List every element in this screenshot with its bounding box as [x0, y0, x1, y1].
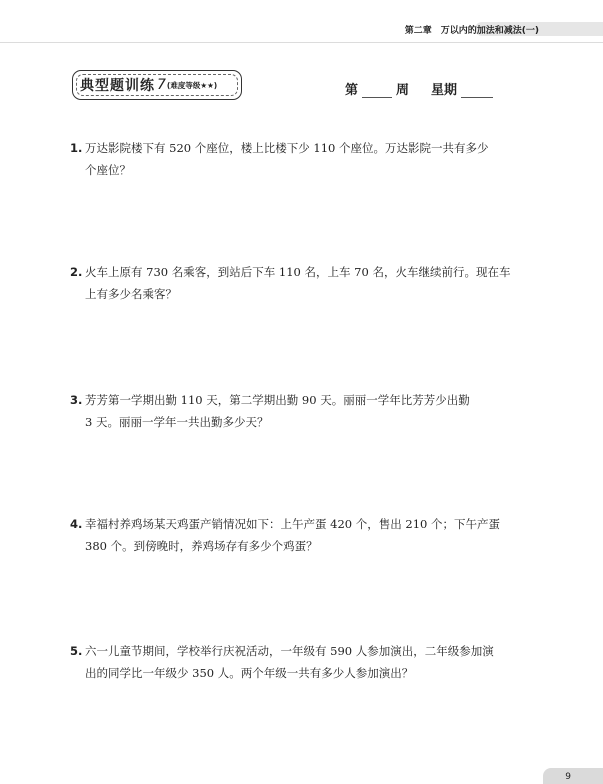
question-text-cont: 个座位？ [85, 163, 131, 177]
question-text: 幸福村养鸡场某天鸡蛋产销情况如下：上午产蛋 420 个，售出 210 个；下午产蛋 [85, 517, 501, 531]
page-number-tab [543, 768, 603, 784]
question-text-cont: 上有多少名乘客？ [85, 287, 177, 301]
chapter-header: 第二章 万以内的加法和减法(一) [404, 26, 539, 36]
difficulty-label: (难度等级★★) [166, 80, 218, 90]
question-text: 芳芳第一学期出勤 110 天，第二学期出勤 90 天。丽丽一学年比芳芳少出勤 [85, 393, 470, 407]
weekday-blank[interactable] [461, 83, 493, 98]
question-text-cont: 380 个。到傍晚时，养鸡场存有多少个鸡蛋？ [85, 539, 318, 553]
question-text: 火车上原有 730 名乘客，到站后下车 110 名，上车 70 名，火车继续前行。现在车 [85, 265, 511, 279]
question-4 [70, 513, 540, 557]
page-number: 9 [565, 772, 571, 782]
week-day-line [345, 79, 497, 98]
question-number: 3. [70, 393, 83, 407]
question-text-cont: 3 天。丽丽一学年一共出勤多少天？ [85, 415, 269, 429]
question-number: 2. [70, 265, 83, 279]
question-5 [70, 640, 540, 684]
question-text: 万达影院楼下有 520 个座位，楼上比楼下少 110 个座位。万达影院一共有多少 [85, 141, 489, 155]
section-number: 7 [157, 77, 166, 93]
question-number: 4. [70, 517, 83, 531]
week-prefix: 第 [345, 83, 359, 98]
week-blank[interactable] [362, 83, 392, 98]
weekday-label: 星期 [431, 83, 458, 98]
header-rule [0, 42, 603, 43]
section-title-box [72, 70, 242, 100]
section-title: 典型题训练 [80, 78, 155, 94]
question-number: 5. [70, 644, 83, 658]
question-3 [70, 389, 540, 433]
question-number: 1. [70, 141, 83, 155]
question-1 [70, 137, 540, 181]
question-text: 六一儿童节期间，学校举行庆祝活动，一年级有 590 人参加演出，二年级参加演 [85, 644, 494, 658]
question-2 [70, 261, 540, 305]
question-text-cont: 出的同学比一年级少 350 人。两个年级一共有多少人参加演出？ [85, 666, 414, 680]
week-suffix: 周 [396, 83, 410, 98]
